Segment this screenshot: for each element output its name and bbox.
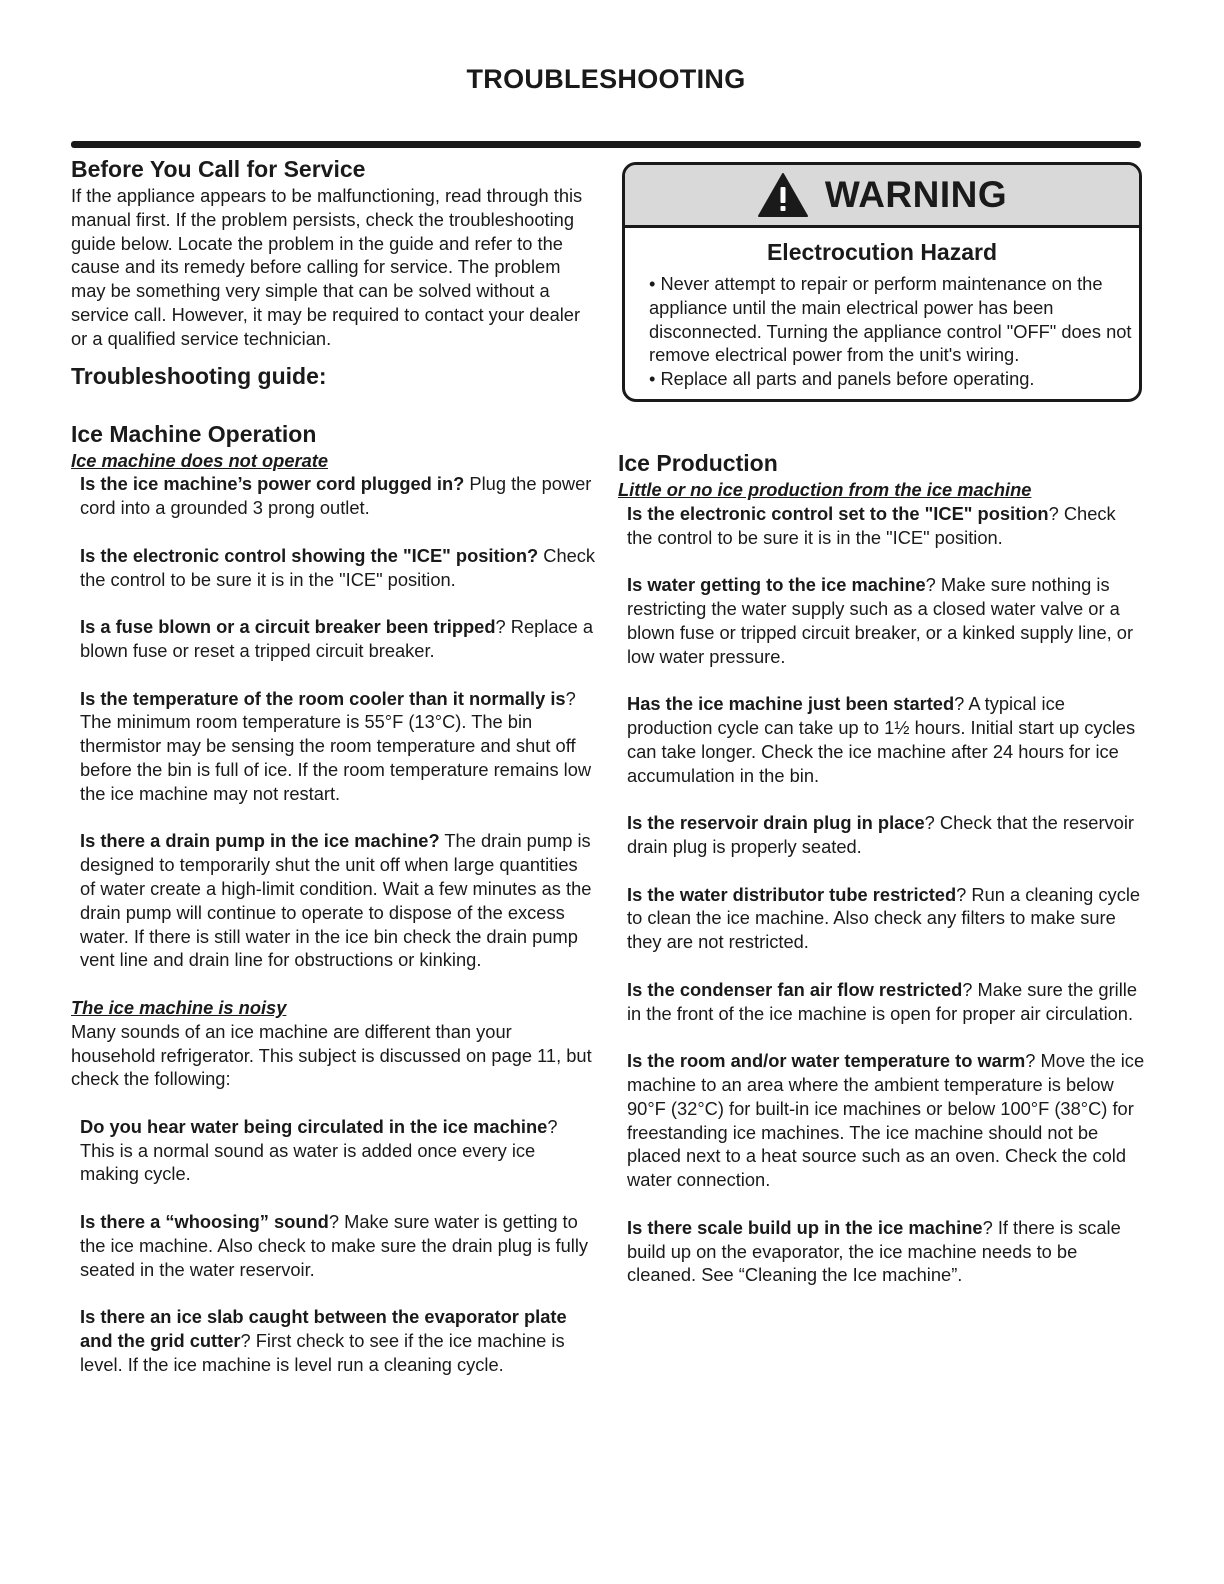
item-answer: ? Make sure nothing is restricting the water supply such as a closed water valve or a blown fuse or tripped circuit breaker, or a kinked supply line, or low water pressure. bbox=[627, 574, 1134, 667]
item-question: Is there a drain pump in the ice machine? bbox=[80, 830, 440, 852]
item-question: Is the condenser fan air flow restricted bbox=[627, 978, 963, 1000]
item-answer: Check the control to be sure it is in the "ICE" position. bbox=[80, 544, 596, 590]
production-subheading: Little or no ice production from the ice machine bbox=[618, 479, 1032, 500]
item-question: Is the electronic control set to the "ICE" position bbox=[627, 502, 1049, 524]
left-column bbox=[71, 154, 596, 1400]
list-item bbox=[80, 1305, 596, 1376]
item-answer: ? A typical ice production cycle can take up to 1½ hours. Initial start up cycles can take longer. Check the ice machine after 24 hours for ice accumulation in the bin. bbox=[627, 693, 1136, 786]
noisy-intro: Many sounds of an ice machine are different than your household refrigerator. This subject is discussed on page 11, but check the following: bbox=[71, 1020, 592, 1090]
warning-box bbox=[622, 162, 1142, 402]
operation-heading: Ice Machine Operation bbox=[71, 420, 317, 447]
item-question: Has the ice machine just been started bbox=[627, 693, 955, 715]
item-question: Do you hear water being circulated in the ice machine bbox=[80, 1115, 548, 1137]
warning-title: WARNING bbox=[824, 174, 1008, 215]
item-answer: ? This is a normal sound as water is added once every ice making cycle. bbox=[80, 1115, 558, 1185]
warning-bullet: • Never attempt to repair or perform maintenance on the appliance until the main electrical power has been disconnected. Turning the appliance control "OFF" does not remove electrical power from the unit's wiring. bbox=[649, 273, 1132, 366]
list-item bbox=[627, 811, 1146, 859]
item-question: Is the water distributor tube restricted bbox=[627, 883, 957, 905]
item-question: Is the room and/or water temperature to warm bbox=[627, 1050, 1026, 1072]
list-item bbox=[627, 502, 1146, 550]
item-answer: ? Make sure water is getting to the ice machine. Also check to make sure the drain plug is fully seated in the water reservoir. bbox=[80, 1211, 589, 1280]
item-question: Is there an ice slab caught between the evaporator plate and the grid cutter bbox=[80, 1306, 567, 1352]
item-answer: ? Check that the reservoir drain plug is properly seated. bbox=[627, 812, 1134, 857]
item-answer: ? If there is scale build up on the evaporator, the ice machine needs to be cleaned. See “Cleaning the Ice machine”. bbox=[627, 1216, 1121, 1286]
item-answer: ? The minimum room temperature is 55°F (13°C). The bin thermistor may be sensing the room temperature and shut off before the bin is full of ice. If the room temperature remains low the ice machine may not restart. bbox=[80, 687, 592, 804]
not-operate-subheading: Ice machine does not operate bbox=[71, 449, 329, 471]
warning-triangle-icon bbox=[757, 172, 809, 218]
list-item bbox=[80, 472, 596, 520]
item-answer: The drain pump is designed to temporarily shut the unit off when large quantities of water create a high-limit condition. Wait a few minutes as the drain pump will continue to operate to dispose of the excess water. If there is still water in the ice bin check the drain pump vent line and drain line for obstructions or kinking. bbox=[80, 830, 592, 971]
right-column bbox=[618, 448, 1146, 1311]
item-question: Is the temperature of the room cooler than it normally is bbox=[80, 687, 566, 709]
item-answer: ? First check to see if the ice machine is level. If the ice machine is level run a cleaning cycle. bbox=[80, 1330, 565, 1375]
list-item bbox=[627, 1216, 1146, 1287]
header-rule bbox=[71, 141, 1141, 148]
list-item bbox=[627, 573, 1146, 668]
item-question: Is water getting to the ice machine bbox=[627, 574, 926, 596]
production-heading: Ice Production bbox=[618, 450, 778, 476]
item-question: Is a fuse blown or a circuit breaker been tripped bbox=[80, 616, 496, 638]
list-item bbox=[80, 687, 596, 806]
list-item bbox=[627, 692, 1146, 787]
list-item bbox=[80, 1115, 596, 1186]
list-item bbox=[627, 978, 1146, 1026]
guide-heading: Troubleshooting guide: bbox=[71, 362, 327, 389]
warning-body bbox=[649, 272, 1139, 391]
list-item bbox=[80, 1210, 596, 1281]
warning-bullet: • Replace all parts and panels before operating. bbox=[649, 368, 1035, 390]
item-question: Is the ice machine’s power cord plugged in? bbox=[80, 473, 465, 495]
noisy-subheading: The ice machine is noisy bbox=[71, 996, 287, 1018]
item-answer: Plug the power cord into a grounded 3 prong outlet. bbox=[80, 473, 592, 519]
item-question: Is there scale build up in the ice machine bbox=[627, 1216, 983, 1238]
before-call-heading: Before You Call for Service bbox=[71, 156, 366, 182]
list-item bbox=[80, 615, 596, 663]
item-question: Is there a “whoosing” sound bbox=[80, 1211, 329, 1233]
warning-header bbox=[625, 165, 1139, 228]
item-answer: ? Move the ice machine to an area where the ambient temperature is below 90°F (32°C) for built-in ice machines or below 100°F (38°C) for freestanding ice machines. The ice machine should not be placed next to a heat source such as an oven. Check the cold water connection. bbox=[627, 1050, 1145, 1191]
item-question: Is the electronic control showing the "ICE" position? bbox=[80, 544, 539, 566]
item-question: Is the reservoir drain plug in place bbox=[627, 812, 925, 834]
item-answer: ? Make sure the grille in the front of the ice machine is open for proper air circulation. bbox=[627, 978, 1138, 1024]
before-call-body: If the appliance appears to be malfunctioning, read through this manual first. If the problem persists, check the troubleshooting guide below. Locate the problem in the guide and refer to the cause and its remedy before calling for service. The problem may be something very simple that can be solved without a service call. However, it may be required to contact your dealer or a qualified service technician. bbox=[71, 185, 583, 349]
item-answer: ? Run a cleaning cycle to clean the ice machine. Also check any filters to make sure they are not restricted. bbox=[627, 883, 1141, 953]
hazard-heading: Electrocution Hazard bbox=[766, 239, 998, 265]
item-answer: ? Replace a blown fuse or reset a tripped circuit breaker. bbox=[80, 616, 594, 661]
list-item bbox=[627, 1049, 1146, 1192]
list-item bbox=[627, 883, 1146, 954]
item-answer: ? Check the control to be sure it is in the "ICE" position. bbox=[627, 502, 1116, 548]
list-item bbox=[80, 544, 596, 592]
list-item bbox=[80, 829, 596, 972]
page-title: TROUBLESHOOTING bbox=[466, 64, 746, 94]
